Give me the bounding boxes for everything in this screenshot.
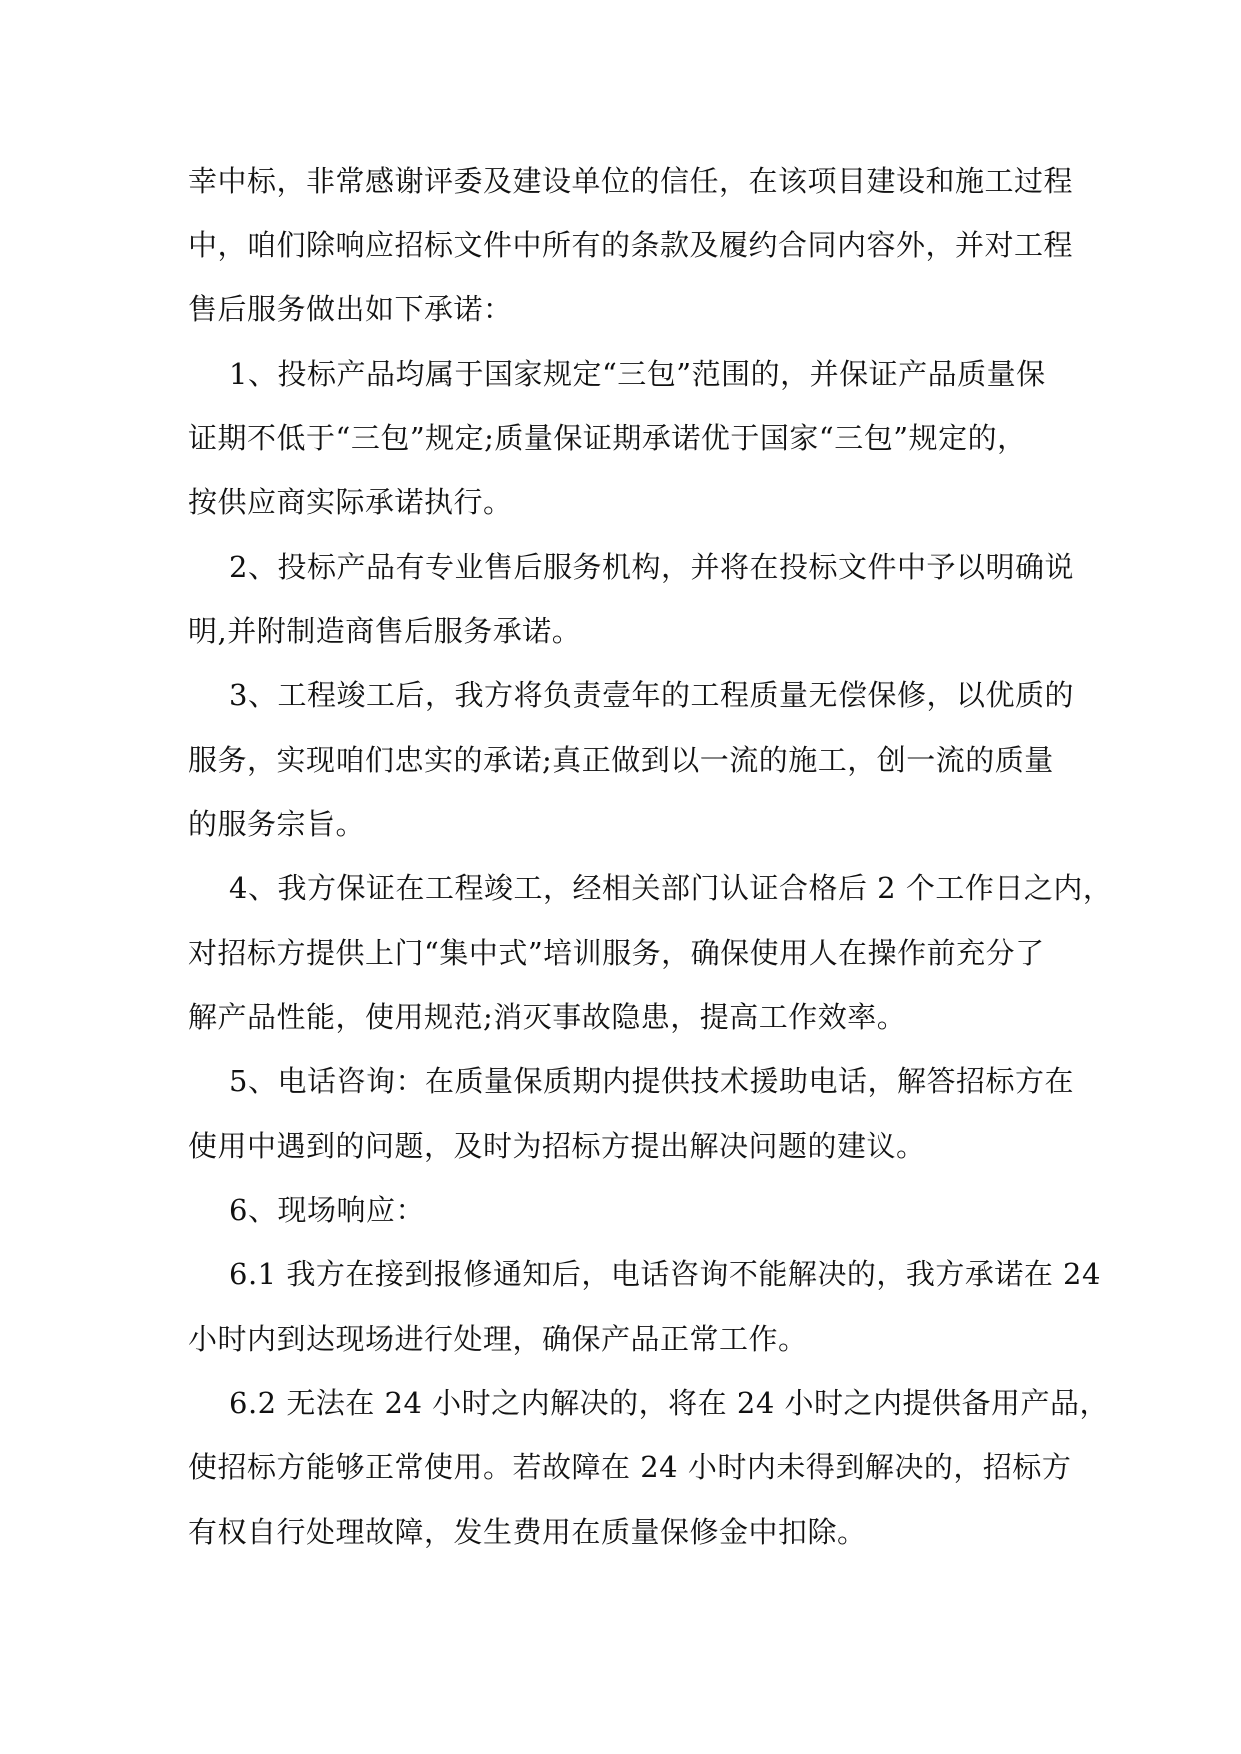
text-line: 小时内到达现场进行处理，确保产品正常工作。: [188, 1322, 808, 1356]
list-item-6-line: 6、现场响应：: [229, 1193, 425, 1227]
list-item-5-line: 5、电话咨询：在质量保质期内提供技术援助电话，解答招标方在: [229, 1064, 1074, 1098]
text-line: 使用中遇到的问题，及时为招标方提出解决问题的建议。: [188, 1129, 926, 1163]
text-line: 的服务宗旨。: [188, 807, 366, 841]
text-line: 使招标方能够正常使用。若故障在 24 小时内未得到解决的，招标方: [188, 1450, 1072, 1484]
list-item-6-1-line: 6.1 我方在接到报修通知后，电话咨询不能解决的，我方承诺在 24: [229, 1257, 1101, 1291]
text-line: 对招标方提供上门“集中式”培训服务，确保使用人在操作前充分了: [188, 936, 1045, 970]
text-line: 按供应商实际承诺执行。: [188, 485, 513, 519]
list-item-6-2-line: 6.2 无法在 24 小时之内解决的，将在 24 小时之内提供备用产品，: [229, 1386, 1110, 1420]
list-item-1-line: 1、投标产品均属于国家规定“三包”范围的，并保证产品质量保: [229, 357, 1046, 391]
list-item-4-line: 4、我方保证在工程竣工，经相关部门认证合格后 2 个工作日之内，: [229, 871, 1113, 905]
text-line: 有权自行处理故障，发生费用在质量保修金中扣除。: [188, 1515, 867, 1549]
list-item-3-line: 3、工程竣工后，我方将负责壹年的工程质量无偿保修，以优质的: [229, 678, 1074, 712]
text-line: 解产品性能，使用规范;消灭事故隐患，提高工作效率。: [188, 1000, 907, 1034]
text-line: 服务，实现咱们忠实的承诺;真正做到以一流的施工，创一流的质量: [188, 743, 1054, 777]
text-line: 幸中标，非常感谢评委及建设单位的信任，在该项目建设和施工过程: [188, 164, 1074, 198]
list-item-2-line: 2、投标产品有专业售后服务机构，并将在投标文件中予以明确说: [229, 550, 1074, 584]
text-line: 明,并附制造商售后服务承诺。: [188, 614, 582, 648]
text-line: 证期不低于“三包”规定;质量保证期承诺优于国家“三包”规定的，: [188, 421, 1027, 455]
text-line: 中，咱们除响应招标文件中所有的条款及履约合同内容外，并对工程: [188, 228, 1074, 262]
text-line: 售后服务做出如下承诺：: [188, 292, 513, 326]
